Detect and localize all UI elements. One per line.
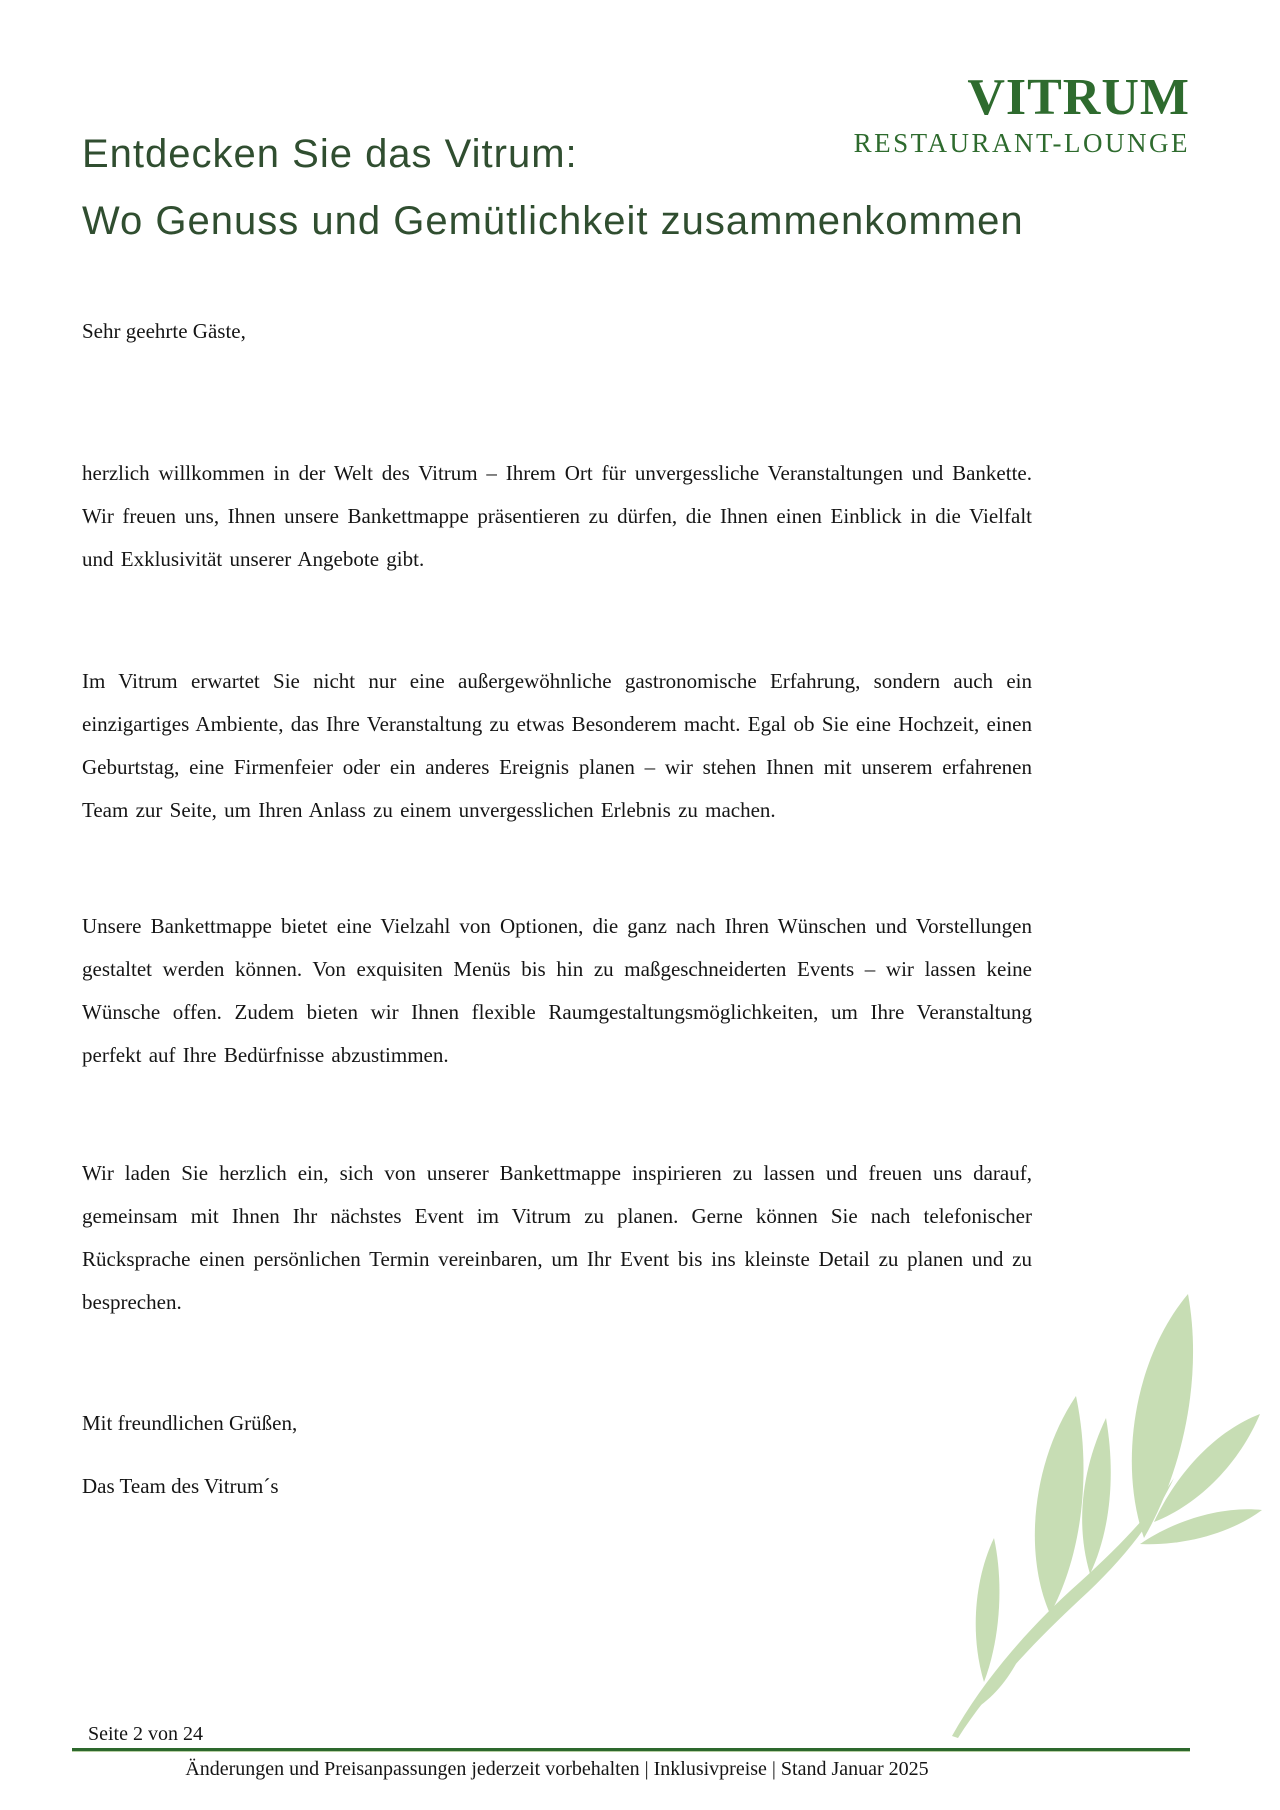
letter-paragraph-3: Unsere Bankettmappe bietet eine Vielzahl von Optionen, die ganz nach Ihren Wünschen und Vorstellungen gestaltet werden können. Von exquisiten Menüs bis hin zu maßgeschneiderten Events – wir lassen keine Wünsche offen. Zudem bieten wir Ihnen flexible Raumgestaltungsmöglichkeiten, um Ihre Veranstaltung perfekt auf Ihre Bedürfnisse abzustimmen. <box>82 914 1032 1067</box>
page-number: Seite 2 von 24 <box>88 1723 203 1745</box>
restaurant-logo <box>853 69 1190 158</box>
leaf-branch-icon <box>940 1280 1280 1740</box>
page-title-line-2: Wo Genuss und Gemütlichkeit zusammenkommen <box>82 199 1024 243</box>
letter-signature: Das Team des Vitrum´s <box>82 1474 279 1498</box>
letter-greeting: Sehr geehrte Gäste, <box>82 319 246 343</box>
logo-wordmark: VITRUM <box>967 69 1190 126</box>
letter-closing: Mit freundlichen Grüßen, <box>82 1411 298 1435</box>
logo-subtitle: RESTAURANT-LOUNGE <box>853 128 1190 158</box>
page-title-line-1: Entdecken Sie das Vitrum: <box>82 132 578 176</box>
letter-paragraph-1: herzlich willkommen in der Welt des Vitrum – Ihrem Ort für unvergessliche Veranstaltungen und Bankette. Wir freuen uns, Ihnen unsere Bankettmappe präsentieren zu dürfen, die Ihnen einen Einblick in die Vielfalt und Exklusivität unserer Angebote gibt. <box>82 461 1032 571</box>
footer-note: Änderungen und Preisanpassungen jederzeit vorbehalten | Inklusivpreise | Stand Januar 2025 <box>185 1758 929 1780</box>
letter-paragraph-2: Im Vitrum erwartet Sie nicht nur eine außergewöhnliche gastronomische Erfahrung, sondern auch ein einzigartiges Ambiente, das Ihre Veranstaltung zu etwas Besonderem macht. Egal ob Sie eine Hochzeit, einen Geburtstag, eine Firmenfeier oder ein anderes Ereignis planen – wir stehen Ihnen mit unserem erfahrenen Team zur Seite, um Ihren Anlass zu einem unvergesslichen Erlebnis zu machen. <box>82 669 1032 822</box>
letter-paragraph-4: Wir laden Sie herzlich ein, sich von unserer Bankettmappe inspirieren zu lassen und freuen uns darauf, gemeinsam mit Ihnen Ihr nächstes Event im Vitrum zu planen. Gerne können Sie nach telefonischer Rücksprache einen persönlichen Termin vereinbaren, um Ihr Event bis ins kleinste Detail zu planen und zu besprechen. <box>82 1161 1032 1314</box>
footer-divider <box>72 1748 1190 1752</box>
leaf-branch-graphic <box>940 1280 1280 1740</box>
